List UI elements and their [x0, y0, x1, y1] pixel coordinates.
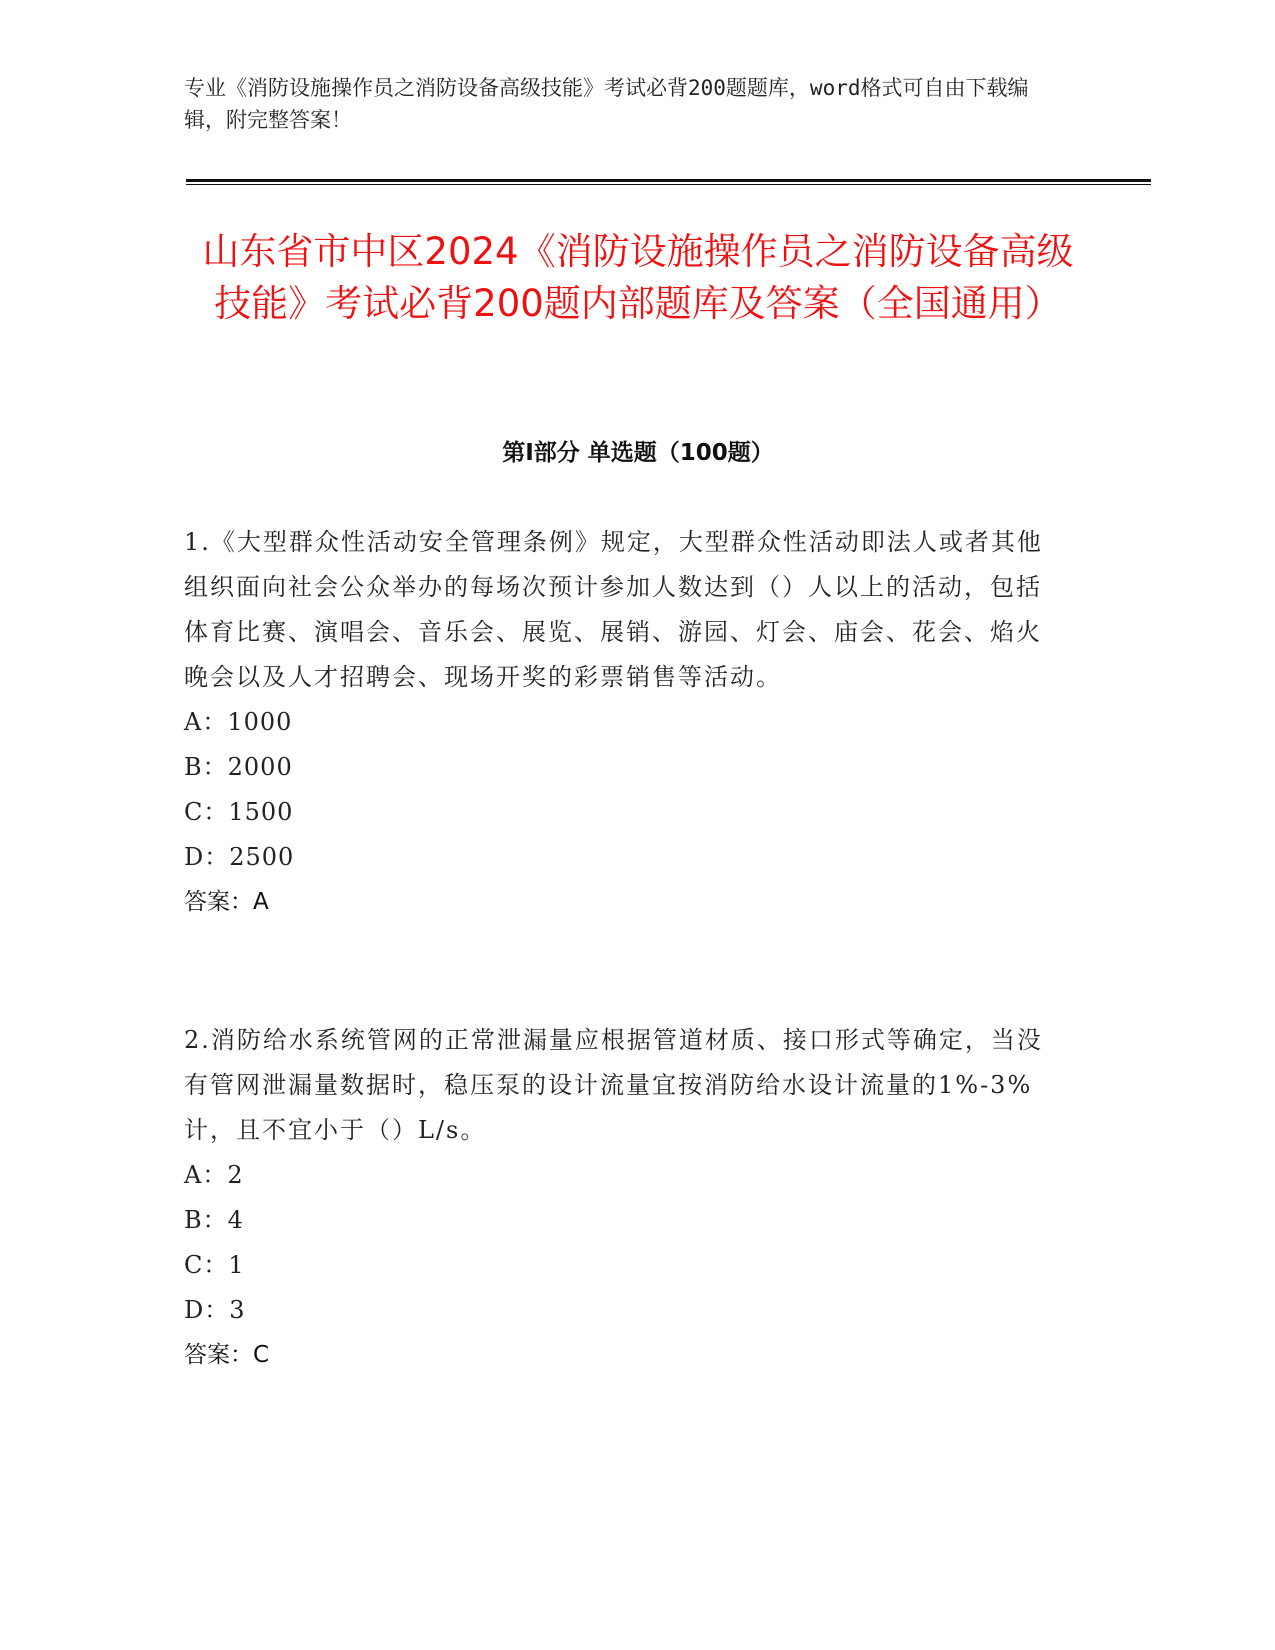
option-c: C：1500 [184, 798, 294, 826]
question-1 [184, 520, 1064, 925]
document-title: 山东省市中区2024《消防设施操作员之消防设备高级技能》考试必背200题内部题库及答案（全国通用） [202, 230, 1074, 325]
answer: 答案：A [184, 889, 269, 915]
question-2 [184, 1018, 1064, 1378]
option-b: B：4 [184, 1206, 244, 1234]
option-b: B：2000 [184, 753, 293, 781]
header-divider-thick [186, 179, 1151, 182]
option-c: C：1 [184, 1251, 245, 1279]
option-d: D：2500 [184, 843, 295, 871]
question-stem: 1.《大型群众性活动安全管理条例》规定，大型群众性活动即法人或者其他组织面向社会公众举办的每场次预计参加人数达到（）人以上的活动，包括体育比赛、演唱会、音乐会、展览、展销、游园、灯会、庙会、花会、焰火晚会以及人才招聘会、现场开奖的彩票销售等活动。 [184, 528, 1043, 691]
header-divider-thin [186, 184, 1151, 185]
section-heading: 第Ⅰ部分 单选题（100题） [502, 440, 774, 466]
option-a: A：1000 [184, 708, 293, 736]
option-d: D：3 [184, 1296, 246, 1324]
header-note: 专业《消防设施操作员之消防设备高级技能》考试必背200题题库，word格式可自由下载编辑，附完整答案！ [184, 76, 1029, 132]
answer: 答案：C [184, 1342, 270, 1368]
question-stem: 2.消防给水系统管网的正常泄漏量应根据管道材质、接口形式等确定，当没有管网泄漏量数据时，稳压泵的设计流量宜按消防给水设计流量的1%-3%计，且不宜小于（）L/s。 [184, 1026, 1043, 1144]
option-a: A：2 [184, 1161, 244, 1189]
